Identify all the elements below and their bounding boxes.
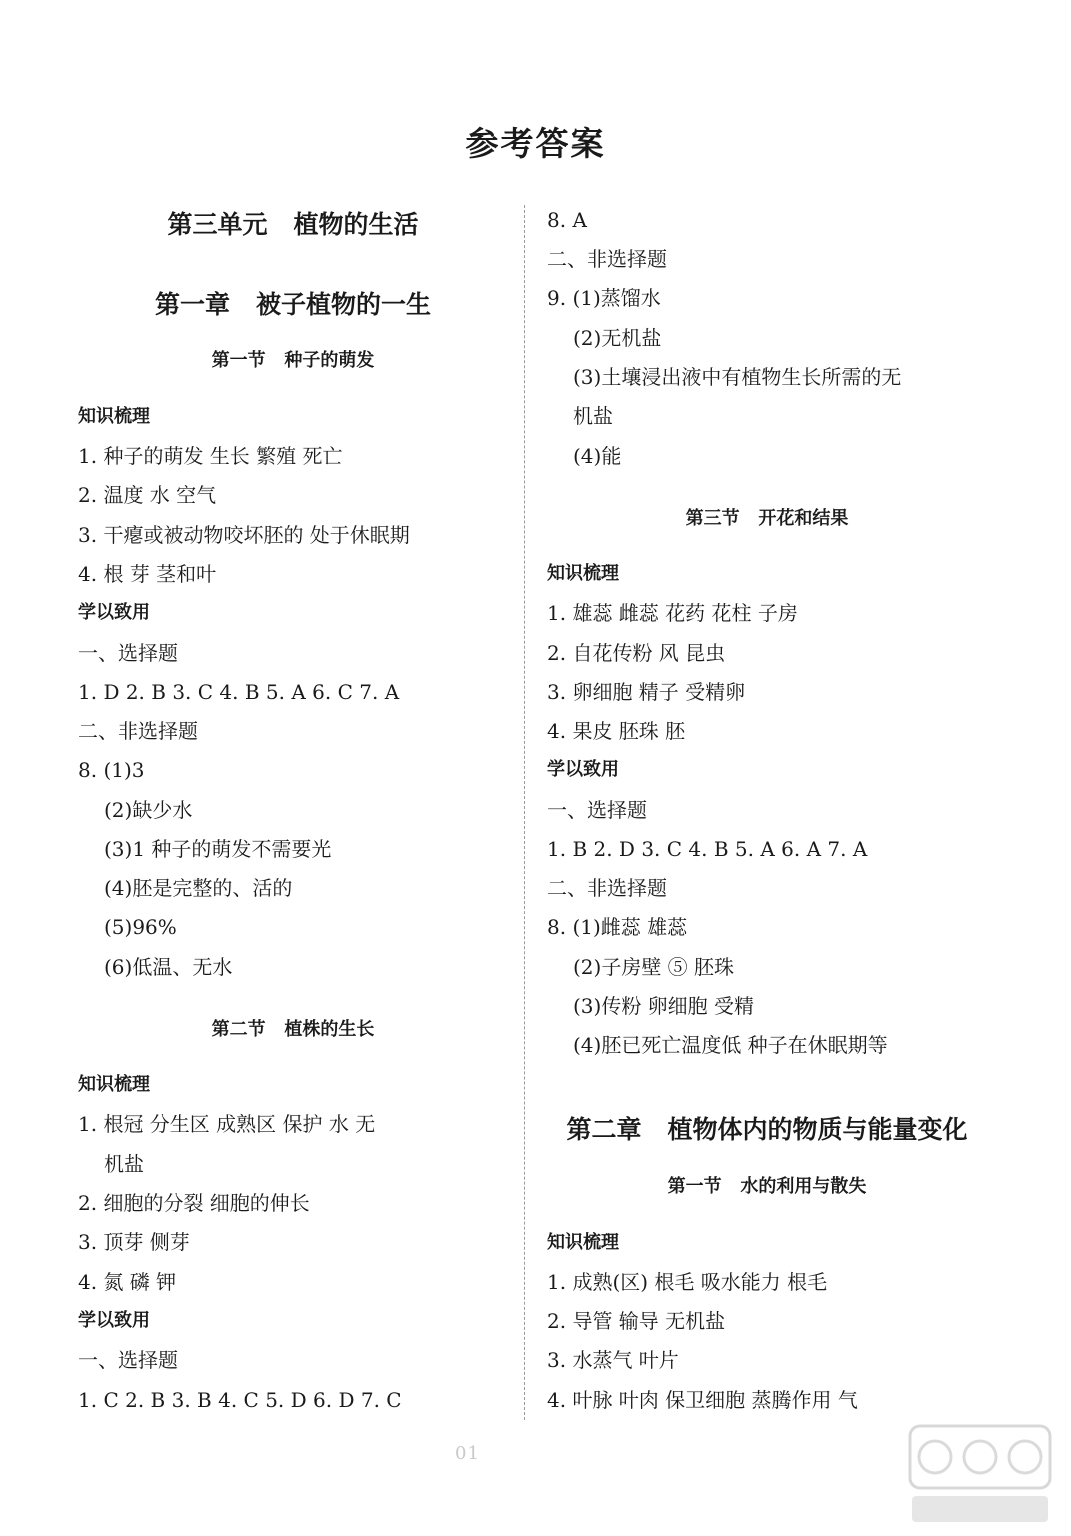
answer-line: (5)96% [104, 915, 177, 939]
answer-line: 9. (1)蒸馏水 [547, 286, 661, 310]
watermark-logo [900, 1418, 1060, 1528]
page-title: 参考答案 [465, 124, 606, 163]
answer-line: 1. D 2. B 3. C 4. B 5. A 6. C 7. A [78, 680, 400, 704]
question-type-heading: 一、选择题 [78, 641, 178, 665]
answer-line: 4. 根 芽 茎和叶 [78, 562, 217, 586]
answer-line: 机盐 [573, 404, 613, 428]
answer-line: 1. 成熟(区) 根毛 吸水能力 根毛 [547, 1270, 828, 1294]
question-type-heading: 二、非选择题 [547, 876, 667, 900]
answer-line: (3)1 种子的萌发不需要光 [104, 837, 332, 861]
answer-line: 3. 干瘪或被动物咬坏胚的 处于休眠期 [78, 523, 410, 547]
answer-line: (2)子房壁 ⑤ 胚珠 [573, 955, 735, 979]
answer-line: (4)胚是完整的、活的 [104, 876, 293, 900]
page-number: 01 [455, 1443, 480, 1464]
answer-line: 1. 种子的萌发 生长 繁殖 死亡 [78, 444, 343, 468]
answer-line: (2)无机盐 [573, 326, 662, 350]
answer-line: 3. 顶芽 侧芽 [78, 1230, 190, 1254]
subheading-practice: 学以致用 [78, 1310, 150, 1331]
answer-line: 1. 根冠 分生区 成熟区 保护 水 无 [78, 1112, 376, 1136]
answer-line: 8. A [547, 208, 587, 232]
answer-line: 4. 叶脉 叶肉 保卫细胞 蒸腾作用 气 [547, 1388, 858, 1412]
section-heading: 第一节 种子的萌发 [211, 350, 375, 371]
answer-line: (2)缺少水 [104, 798, 193, 822]
answer-line: 1. 雄蕊 雌蕊 花药 花柱 子房 [547, 601, 798, 625]
unit-heading: 第三单元 植物的生活 [167, 210, 419, 239]
answer-line: 4. 氮 磷 钾 [78, 1270, 177, 1294]
chapter-heading: 第一章 被子植物的一生 [154, 290, 432, 319]
section-heading: 第一节 水的利用与散失 [667, 1176, 867, 1197]
question-type-heading: 二、非选择题 [547, 247, 667, 271]
answer-line: 3. 水蒸气 叶片 [547, 1348, 679, 1372]
subheading-knowledge: 知识梳理 [547, 1232, 619, 1253]
answer-line: (4)能 [573, 444, 622, 468]
subheading-practice: 学以致用 [547, 759, 619, 780]
question-type-heading: 一、选择题 [547, 798, 647, 822]
answer-line: 8. (1)雌蕊 雄蕊 [547, 915, 688, 939]
answer-line: 4. 果皮 胚珠 胚 [547, 719, 686, 743]
section-heading: 第二节 植株的生长 [211, 1019, 375, 1040]
answer-line: (3)土壤浸出液中有植物生长所需的无 [573, 365, 902, 389]
answer-line: 2. 自花传粉 风 昆虫 [547, 641, 726, 665]
subheading-knowledge: 知识梳理 [78, 1074, 150, 1095]
answer-line: 2. 导管 输导 无机盐 [547, 1309, 726, 1333]
answer-line: (4)胚已死亡温度低 种子在休眠期等 [573, 1033, 888, 1057]
answer-line: 2. 温度 水 空气 [78, 483, 217, 507]
answer-line: 1. C 2. B 3. B 4. C 5. D 6. D 7. C [78, 1388, 402, 1412]
answer-line: 3. 卵细胞 精子 受精卵 [547, 680, 746, 704]
section-heading: 第三节 开花和结果 [685, 508, 849, 529]
answer-line: 2. 细胞的分裂 细胞的伸长 [78, 1191, 310, 1215]
answer-line: (3)传粉 卵细胞 受精 [573, 994, 755, 1018]
subheading-knowledge: 知识梳理 [547, 563, 619, 584]
answer-line: 1. B 2. D 3. C 4. B 5. A 6. A 7. A [547, 837, 868, 861]
answer-line: 8. (1)3 [78, 758, 145, 782]
subheading-practice: 学以致用 [78, 602, 150, 623]
answer-line: 机盐 [104, 1152, 144, 1176]
chapter-heading: 第二章 植物体内的物质与能量变化 [566, 1115, 968, 1144]
question-type-heading: 二、非选择题 [78, 719, 198, 743]
question-type-heading: 一、选择题 [78, 1348, 178, 1372]
subheading-knowledge: 知识梳理 [78, 406, 150, 427]
answer-line: (6)低温、无水 [104, 955, 233, 979]
column-divider [524, 205, 525, 1420]
